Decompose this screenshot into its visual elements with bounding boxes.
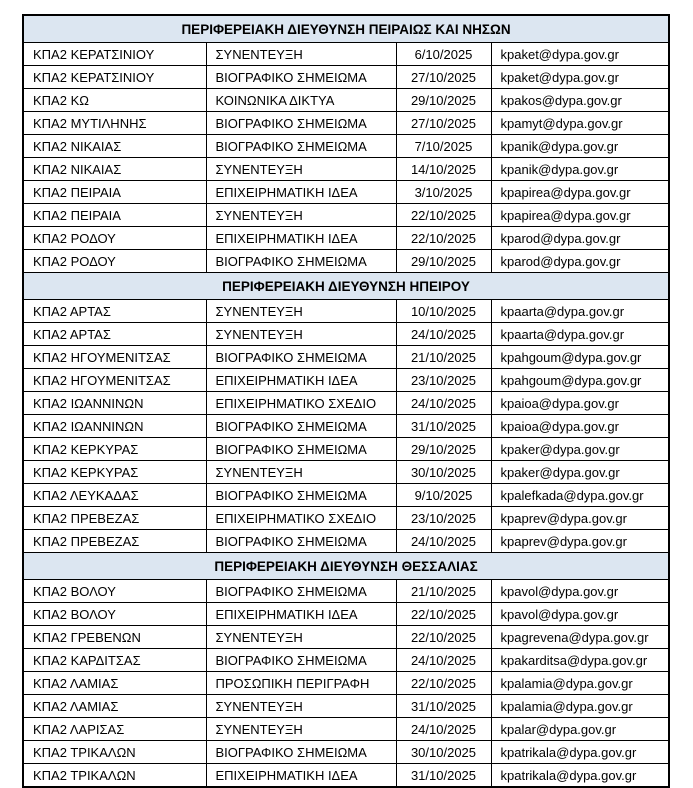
activity-cell: ΒΙΟΓΡΑΦΙΚΟ ΣΗΜΕΙΩΜΑ (206, 135, 396, 158)
activity-cell: ΒΙΟΓΡΑΦΙΚΟ ΣΗΜΕΙΩΜΑ (206, 580, 396, 603)
email-cell: kpamyt@dypa.gov.gr (491, 112, 669, 135)
table-row (23, 323, 669, 346)
table-row (23, 300, 669, 323)
office-cell: ΚΠΑ2 ΚΑΡΔΙΤΣΑΣ (23, 649, 206, 672)
email-cell: kparod@dypa.gov.gr (491, 250, 669, 273)
email-cell: kpanik@dypa.gov.gr (491, 158, 669, 181)
office-cell: ΚΠΑ2 ΛΑΜΙΑΣ (23, 672, 206, 695)
date-cell: 24/10/2025 (396, 649, 491, 672)
section-title: ΠΕΡΙΦΕΡΕΙΑΚΗ ΔΙΕΥΘΥΝΣΗ ΗΠΕΙΡΟΥ (23, 273, 669, 300)
activity-cell: ΒΙΟΓΡΑΦΙΚΟ ΣΗΜΕΙΩΜΑ (206, 649, 396, 672)
table-row (23, 392, 669, 415)
section-title: ΠΕΡΙΦΕΡΕΙΑΚΗ ΔΙΕΥΘΥΝΣΗ ΘΕΣΣΑΛΙΑΣ (23, 553, 669, 580)
email-cell: kpaarta@dypa.gov.gr (491, 323, 669, 346)
office-cell: ΚΠΑ2 ΗΓΟΥΜΕΝΙΤΣΑΣ (23, 346, 206, 369)
date-cell: 24/10/2025 (396, 530, 491, 553)
table-row (23, 204, 669, 227)
date-cell: 22/10/2025 (396, 204, 491, 227)
table-row (23, 718, 669, 741)
office-cell: ΚΠΑ2 ΑΡΤΑΣ (23, 300, 206, 323)
office-cell: ΚΠΑ2 ΒΟΛΟΥ (23, 580, 206, 603)
office-cell: ΚΠΑ2 ΚΕΡΚΥΡΑΣ (23, 461, 206, 484)
date-cell: 29/10/2025 (396, 438, 491, 461)
activity-cell: ΕΠΙΧΕΙΡΗΜΑΤΙΚΟ ΣΧΕΔΙΟ (206, 392, 396, 415)
table-row (23, 484, 669, 507)
table-row (23, 672, 669, 695)
schedule-table (22, 14, 670, 788)
activity-cell: ΚΟΙΝΩΝΙΚΑ ΔΙΚΤΥΑ (206, 89, 396, 112)
office-cell: ΚΠΑ2 ΓΡΕΒΕΝΩΝ (23, 626, 206, 649)
email-cell: kparod@dypa.gov.gr (491, 227, 669, 250)
date-cell: 31/10/2025 (396, 764, 491, 788)
email-cell: kpatrikala@dypa.gov.gr (491, 741, 669, 764)
activity-cell: ΠΡΟΣΩΠΙΚΗ ΠΕΡΙΓΡΑΦΗ (206, 672, 396, 695)
email-cell: kpapirea@dypa.gov.gr (491, 204, 669, 227)
activity-cell: ΣΥΝΕΝΤΕΥΞΗ (206, 626, 396, 649)
table-row (23, 741, 669, 764)
date-cell: 24/10/2025 (396, 323, 491, 346)
office-cell: ΚΠΑ2 ΠΡΕΒΕΖΑΣ (23, 530, 206, 553)
date-cell: 22/10/2025 (396, 672, 491, 695)
table-row (23, 507, 669, 530)
office-cell: ΚΠΑ2 ΛΑΡΙΣΑΣ (23, 718, 206, 741)
table-row (23, 346, 669, 369)
email-cell: kpakarditsa@dypa.gov.gr (491, 649, 669, 672)
email-cell: kpavol@dypa.gov.gr (491, 580, 669, 603)
office-cell: ΚΠΑ2 ΙΩΑΝΝΙΝΩΝ (23, 415, 206, 438)
office-cell: ΚΠΑ2 ΤΡΙΚΑΛΩΝ (23, 741, 206, 764)
activity-cell: ΣΥΝΕΝΤΕΥΞΗ (206, 718, 396, 741)
activity-cell: ΒΙΟΓΡΑΦΙΚΟ ΣΗΜΕΙΩΜΑ (206, 415, 396, 438)
activity-cell: ΣΥΝΕΝΤΕΥΞΗ (206, 695, 396, 718)
activity-cell: ΒΙΟΓΡΑΦΙΚΟ ΣΗΜΕΙΩΜΑ (206, 250, 396, 273)
office-cell: ΚΠΑ2 ΝΙΚΑΙΑΣ (23, 158, 206, 181)
email-cell: kpalamia@dypa.gov.gr (491, 672, 669, 695)
activity-cell: ΣΥΝΕΝΤΕΥΞΗ (206, 43, 396, 66)
office-cell: ΚΠΑ2 ΒΟΛΟΥ (23, 603, 206, 626)
date-cell: 31/10/2025 (396, 415, 491, 438)
office-cell: ΚΠΑ2 ΡΟΔΟΥ (23, 250, 206, 273)
date-cell: 22/10/2025 (396, 626, 491, 649)
email-cell: kpaioa@dypa.gov.gr (491, 392, 669, 415)
email-cell: kpahgoum@dypa.gov.gr (491, 346, 669, 369)
date-cell: 21/10/2025 (396, 580, 491, 603)
activity-cell: ΣΥΝΕΝΤΕΥΞΗ (206, 323, 396, 346)
email-cell: kpaprev@dypa.gov.gr (491, 530, 669, 553)
activity-cell: ΕΠΙΧΕΙΡΗΜΑΤΙΚΗ ΙΔΕΑ (206, 603, 396, 626)
date-cell: 29/10/2025 (396, 89, 491, 112)
activity-cell: ΒΙΟΓΡΑΦΙΚΟ ΣΗΜΕΙΩΜΑ (206, 741, 396, 764)
table-row (23, 43, 669, 66)
date-cell: 27/10/2025 (396, 66, 491, 89)
section-header-row (23, 273, 669, 300)
date-cell: 30/10/2025 (396, 461, 491, 484)
email-cell: kpaker@dypa.gov.gr (491, 438, 669, 461)
email-cell: kpalamia@dypa.gov.gr (491, 695, 669, 718)
email-cell: kpakos@dypa.gov.gr (491, 89, 669, 112)
date-cell: 30/10/2025 (396, 741, 491, 764)
activity-cell: ΕΠΙΧΕΙΡΗΜΑΤΙΚΟ ΣΧΕΔΙΟ (206, 507, 396, 530)
date-cell: 31/10/2025 (396, 695, 491, 718)
office-cell: ΚΠΑ2 ΑΡΤΑΣ (23, 323, 206, 346)
activity-cell: ΕΠΙΧΕΙΡΗΜΑΤΙΚΗ ΙΔΕΑ (206, 181, 396, 204)
activity-cell: ΒΙΟΓΡΑΦΙΚΟ ΣΗΜΕΙΩΜΑ (206, 112, 396, 135)
email-cell: kpahgoum@dypa.gov.gr (491, 369, 669, 392)
date-cell: 22/10/2025 (396, 603, 491, 626)
table-row (23, 89, 669, 112)
activity-cell: ΣΥΝΕΝΤΕΥΞΗ (206, 300, 396, 323)
activity-cell: ΣΥΝΕΝΤΕΥΞΗ (206, 158, 396, 181)
date-cell: 24/10/2025 (396, 392, 491, 415)
office-cell: ΚΠΑ2 ΤΡΙΚΑΛΩΝ (23, 764, 206, 788)
table-row (23, 764, 669, 788)
email-cell: kpaker@dypa.gov.gr (491, 461, 669, 484)
email-cell: kpaket@dypa.gov.gr (491, 66, 669, 89)
date-cell: 22/10/2025 (396, 227, 491, 250)
activity-cell: ΕΠΙΧΕΙΡΗΜΑΤΙΚΗ ΙΔΕΑ (206, 369, 396, 392)
email-cell: kpatrikala@dypa.gov.gr (491, 764, 669, 788)
table-row (23, 695, 669, 718)
date-cell: 10/10/2025 (396, 300, 491, 323)
office-cell: ΚΠΑ2 ΛΑΜΙΑΣ (23, 695, 206, 718)
date-cell: 23/10/2025 (396, 507, 491, 530)
table-row (23, 158, 669, 181)
email-cell: kpaprev@dypa.gov.gr (491, 507, 669, 530)
activity-cell: ΣΥΝΕΝΤΕΥΞΗ (206, 461, 396, 484)
email-cell: kpalefkada@dypa.gov.gr (491, 484, 669, 507)
table-row (23, 181, 669, 204)
office-cell: ΚΠΑ2 ΚΕΡΑΤΣΙΝΙΟΥ (23, 43, 206, 66)
office-cell: ΚΠΑ2 ΠΕΙΡΑΙΑ (23, 181, 206, 204)
email-cell: kpapirea@dypa.gov.gr (491, 181, 669, 204)
date-cell: 23/10/2025 (396, 369, 491, 392)
section-title: ΠΕΡΙΦΕΡΕΙΑΚΗ ΔΙΕΥΘΥΝΣΗ ΠΕΙΡΑΙΩΣ ΚΑΙ ΝΗΣΩΝ (23, 15, 669, 43)
activity-cell: ΕΠΙΧΕΙΡΗΜΑΤΙΚΗ ΙΔΕΑ (206, 227, 396, 250)
date-cell: 24/10/2025 (396, 718, 491, 741)
activity-cell: ΒΙΟΓΡΑΦΙΚΟ ΣΗΜΕΙΩΜΑ (206, 530, 396, 553)
office-cell: ΚΠΑ2 ΚΕΡΚΥΡΑΣ (23, 438, 206, 461)
table-row (23, 438, 669, 461)
table-row (23, 250, 669, 273)
section-header-row (23, 15, 669, 43)
office-cell: ΚΠΑ2 ΚΩ (23, 89, 206, 112)
office-cell: ΚΠΑ2 ΙΩΑΝΝΙΝΩΝ (23, 392, 206, 415)
activity-cell: ΕΠΙΧΕΙΡΗΜΑΤΙΚΗ ΙΔΕΑ (206, 764, 396, 788)
office-cell: ΚΠΑ2 ΗΓΟΥΜΕΝΙΤΣΑΣ (23, 369, 206, 392)
office-cell: ΚΠΑ2 ΡΟΔΟΥ (23, 227, 206, 250)
date-cell: 6/10/2025 (396, 43, 491, 66)
table-row (23, 135, 669, 158)
email-cell: kpanik@dypa.gov.gr (491, 135, 669, 158)
table-row (23, 461, 669, 484)
email-cell: kpaarta@dypa.gov.gr (491, 300, 669, 323)
office-cell: ΚΠΑ2 ΠΕΙΡΑΙΑ (23, 204, 206, 227)
table-row (23, 530, 669, 553)
table-row (23, 227, 669, 250)
activity-cell: ΒΙΟΓΡΑΦΙΚΟ ΣΗΜΕΙΩΜΑ (206, 438, 396, 461)
email-cell: kpaket@dypa.gov.gr (491, 43, 669, 66)
table-row (23, 112, 669, 135)
table-row (23, 580, 669, 603)
table-row (23, 415, 669, 438)
table-row (23, 66, 669, 89)
date-cell: 21/10/2025 (396, 346, 491, 369)
office-cell: ΚΠΑ2 ΛΕΥΚΑΔΑΣ (23, 484, 206, 507)
office-cell: ΚΠΑ2 ΝΙΚΑΙΑΣ (23, 135, 206, 158)
email-cell: kpagrevena@dypa.gov.gr (491, 626, 669, 649)
date-cell: 3/10/2025 (396, 181, 491, 204)
email-cell: kpavol@dypa.gov.gr (491, 603, 669, 626)
table-row (23, 649, 669, 672)
section-header-row (23, 553, 669, 580)
office-cell: ΚΠΑ2 ΚΕΡΑΤΣΙΝΙΟΥ (23, 66, 206, 89)
office-cell: ΚΠΑ2 ΠΡΕΒΕΖΑΣ (23, 507, 206, 530)
table-row (23, 626, 669, 649)
office-cell: ΚΠΑ2 ΜΥΤΙΛΗΝΗΣ (23, 112, 206, 135)
table-row (23, 603, 669, 626)
date-cell: 27/10/2025 (396, 112, 491, 135)
email-cell: kpalar@dypa.gov.gr (491, 718, 669, 741)
schedule-table-body (23, 15, 669, 787)
email-cell: kpaioa@dypa.gov.gr (491, 415, 669, 438)
table-row (23, 369, 669, 392)
date-cell: 7/10/2025 (396, 135, 491, 158)
activity-cell: ΒΙΟΓΡΑΦΙΚΟ ΣΗΜΕΙΩΜΑ (206, 66, 396, 89)
date-cell: 9/10/2025 (396, 484, 491, 507)
date-cell: 14/10/2025 (396, 158, 491, 181)
activity-cell: ΣΥΝΕΝΤΕΥΞΗ (206, 204, 396, 227)
activity-cell: ΒΙΟΓΡΑΦΙΚΟ ΣΗΜΕΙΩΜΑ (206, 484, 396, 507)
date-cell: 29/10/2025 (396, 250, 491, 273)
activity-cell: ΒΙΟΓΡΑΦΙΚΟ ΣΗΜΕΙΩΜΑ (206, 346, 396, 369)
